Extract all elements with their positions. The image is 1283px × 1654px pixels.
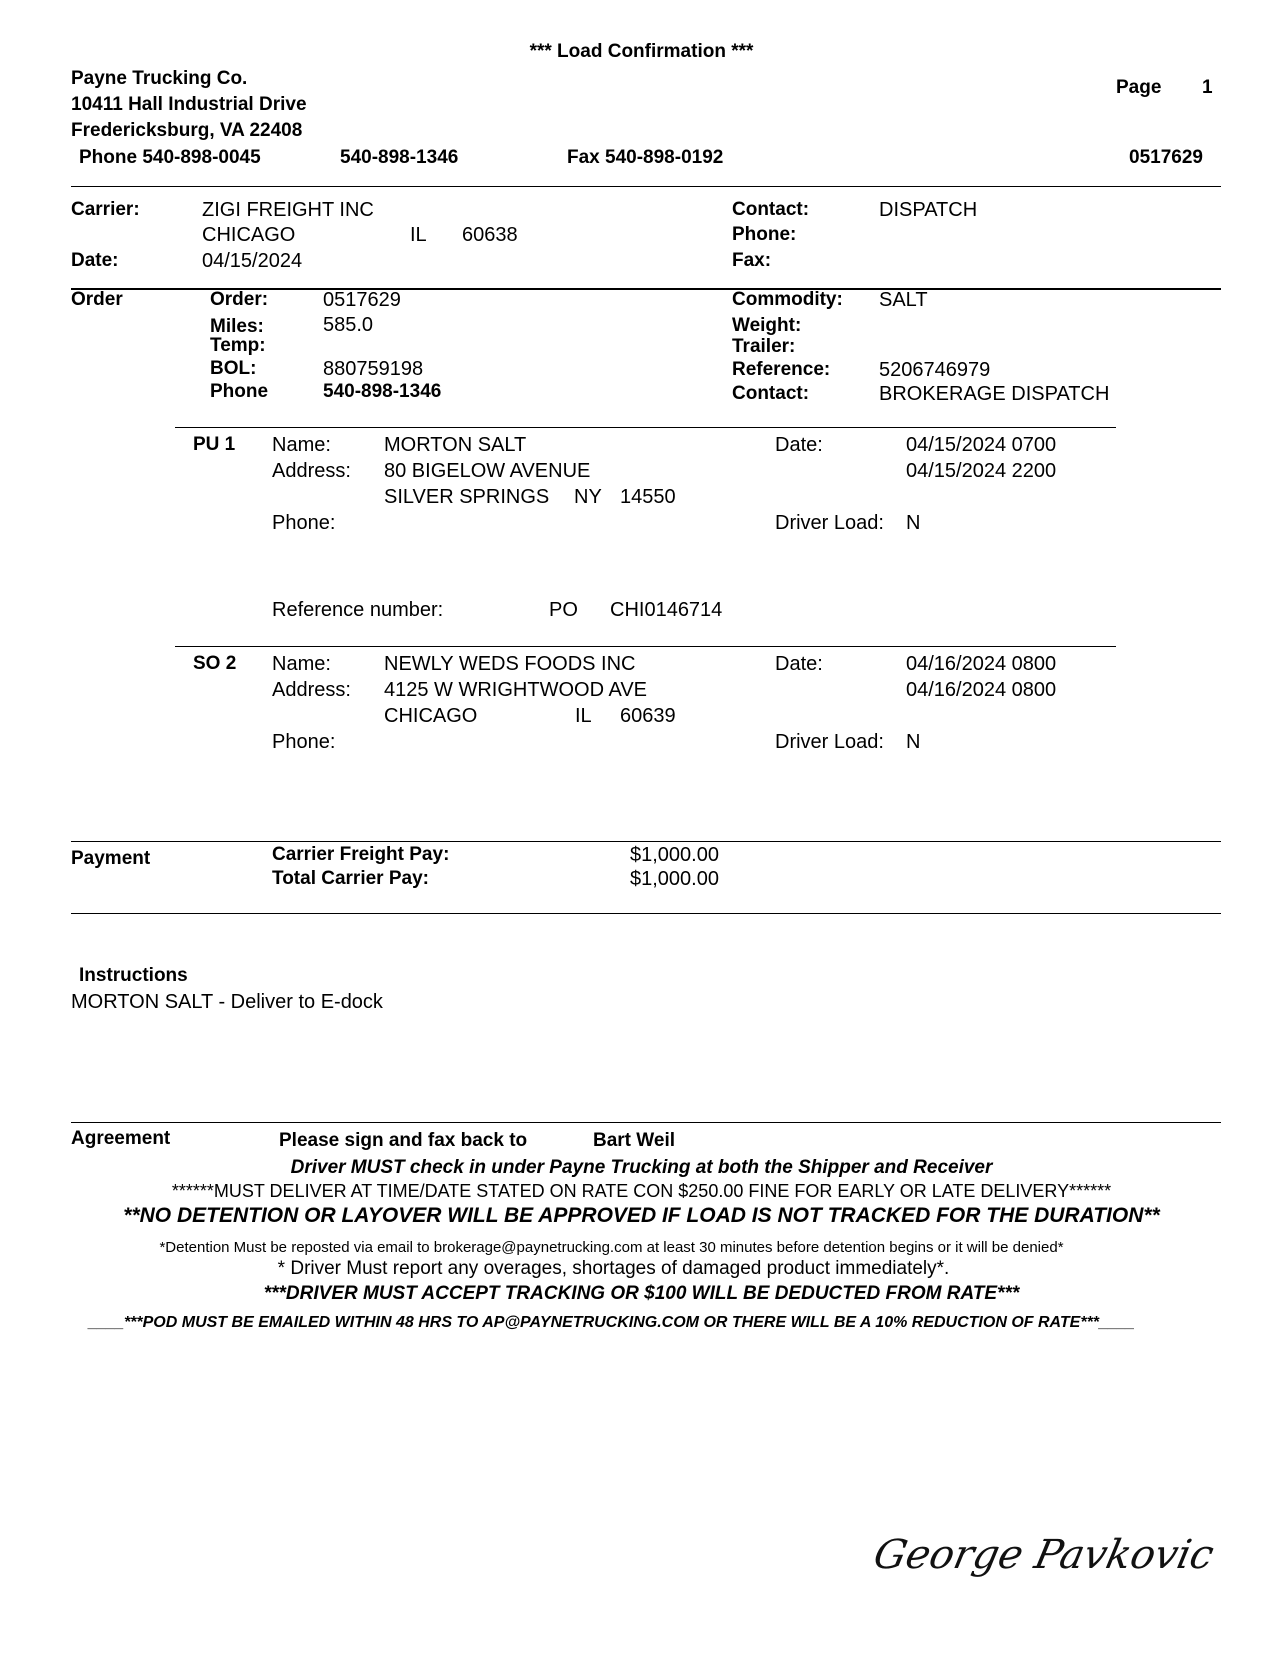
stop-state: NY bbox=[574, 486, 602, 508]
stop-zip: 60639 bbox=[620, 705, 676, 727]
company-phone-2: 540-898-1346 bbox=[340, 147, 459, 168]
agreement-divider bbox=[71, 1122, 1221, 1123]
stop-address: 80 BIGELOW AVENUE bbox=[384, 460, 591, 482]
bol-value: 880759198 bbox=[323, 358, 424, 380]
stop-driver-load: N bbox=[906, 512, 921, 534]
stop-state: IL bbox=[575, 705, 592, 727]
stop-name-label: Name: bbox=[272, 434, 331, 456]
header-order-number: 0517629 bbox=[1129, 147, 1203, 168]
order-section-label: Order bbox=[71, 289, 123, 310]
stop-date-end: 04/16/2024 0800 bbox=[906, 679, 1057, 701]
reference-label: Reference: bbox=[732, 359, 831, 380]
stop-reference-value: CHI0146714 bbox=[610, 599, 723, 621]
company-phone: Phone 540-898-0045 bbox=[79, 147, 261, 168]
stop-date-start: 04/16/2024 0800 bbox=[906, 653, 1057, 675]
company-name: Payne Trucking Co. bbox=[71, 68, 248, 89]
stop-date-start: 04/15/2024 0700 bbox=[906, 434, 1057, 456]
carrier-city: CHICAGO bbox=[202, 224, 296, 246]
order-phone: 540-898-1346 bbox=[323, 381, 442, 402]
commodity-label: Commodity: bbox=[732, 289, 843, 310]
sign-fax-label: Please sign and fax back to bbox=[279, 1130, 528, 1151]
carrier-contact: DISPATCH bbox=[879, 199, 978, 221]
weight-label: Weight: bbox=[732, 315, 802, 336]
stop-code: SO 2 bbox=[193, 653, 237, 674]
stop-phone-label: Phone: bbox=[272, 512, 336, 534]
carrier-state: IL bbox=[410, 224, 427, 246]
sign-fax-name: Bart Weil bbox=[593, 1130, 676, 1151]
miles-value: 585.0 bbox=[323, 314, 374, 336]
carrier-date-label: Date: bbox=[71, 250, 119, 271]
reference-value: 5206746979 bbox=[879, 359, 991, 381]
stop-city: CHICAGO bbox=[384, 705, 478, 727]
order-contact: BROKERAGE DISPATCH bbox=[879, 383, 1110, 405]
company-fax: Fax 540-898-0192 bbox=[567, 147, 724, 168]
carrier-label: Carrier: bbox=[71, 199, 140, 220]
stop-name: MORTON SALT bbox=[384, 434, 527, 456]
stop-date-label: Date: bbox=[775, 653, 823, 675]
page-label: Page bbox=[1116, 77, 1162, 98]
stop-divider bbox=[175, 427, 1116, 428]
order-number: 0517629 bbox=[323, 289, 401, 311]
agreement-overages: * Driver Must report any overages, shortages of damaged product immediately*. bbox=[277, 1258, 950, 1279]
total-pay-label: Total Carrier Pay: bbox=[272, 868, 429, 889]
agreement-delivery-fine: ******MUST DELIVER AT TIME/DATE STATED ON RATE CON $250.00 FINE FOR EARLY OR LATE DELIVERY****** bbox=[171, 1181, 1112, 1201]
commodity-value: SALT bbox=[879, 289, 928, 311]
order-contact-label: Contact: bbox=[732, 383, 810, 404]
order-phone-label: Phone bbox=[210, 381, 269, 402]
payment-divider-top bbox=[71, 841, 1221, 842]
stop-name: NEWLY WEDS FOODS INC bbox=[384, 653, 636, 675]
stop-date-end: 04/15/2024 2200 bbox=[906, 460, 1057, 482]
stop-reference-type: PO bbox=[549, 599, 578, 621]
carrier-phone-label: Phone: bbox=[732, 224, 797, 245]
stop-phone-label: Phone: bbox=[272, 731, 336, 753]
agreement-pod: ____***POD MUST BE EMAILED WITHIN 48 HRS TO AP@PAYNETRUCKING.COM OR THERE WILL BE A 10% REDUCTION OF RATE***____ bbox=[88, 1314, 1135, 1331]
header-divider bbox=[71, 186, 1221, 187]
instructions-text: MORTON SALT - Deliver to E-dock bbox=[71, 991, 383, 1013]
stop-address-label: Address: bbox=[272, 460, 351, 482]
stop-driver-load-label: Driver Load: bbox=[775, 512, 884, 534]
stop-address-label: Address: bbox=[272, 679, 351, 701]
agreement-label: Agreement bbox=[71, 1128, 171, 1149]
agreement-detention-email: *Detention Must be reposted via email to brokerage@paynetrucking.com at least 30 minutes before detention begins or it will be denied* bbox=[159, 1239, 1064, 1256]
freight-pay-label: Carrier Freight Pay: bbox=[272, 844, 450, 865]
bol-label: BOL: bbox=[210, 358, 257, 379]
payment-label: Payment bbox=[71, 848, 151, 869]
trailer-label: Trailer: bbox=[732, 336, 796, 357]
carrier-date: 04/15/2024 bbox=[202, 250, 303, 272]
svg-text:George Pavkovic: George Pavkovic bbox=[869, 1530, 1219, 1578]
agreement-tracking: ***DRIVER MUST ACCEPT TRACKING OR $100 WILL BE DEDUCTED FROM RATE*** bbox=[263, 1283, 1020, 1304]
stop-address: 4125 W WRIGHTWOOD AVE bbox=[384, 679, 647, 701]
miles-label: Miles: bbox=[210, 316, 264, 337]
freight-pay-value: $1,000.00 bbox=[630, 844, 719, 866]
stop-date-label: Date: bbox=[775, 434, 823, 456]
agreement-detention: **NO DETENTION OR LAYOVER WILL BE APPROVED IF LOAD IS NOT TRACKED FOR THE DURATION** bbox=[123, 1204, 1160, 1227]
stop-city: SILVER SPRINGS bbox=[384, 486, 550, 508]
temp-label: Temp: bbox=[210, 335, 266, 356]
payment-divider-bottom bbox=[71, 913, 1221, 914]
stop-code: PU 1 bbox=[193, 434, 236, 455]
carrier-name: ZIGI FREIGHT INC bbox=[202, 199, 374, 221]
stop-driver-load: N bbox=[906, 731, 921, 753]
page-number: 1 bbox=[1202, 77, 1213, 98]
carrier-contact-label: Contact: bbox=[732, 199, 810, 220]
stop-zip: 14550 bbox=[620, 486, 676, 508]
company-address-line1: 10411 Hall Industrial Drive bbox=[71, 94, 307, 115]
document-title: *** Load Confirmation *** bbox=[529, 41, 754, 62]
agreement-checkin: Driver MUST check in under Payne Trucking at both the Shipper and Receiver bbox=[290, 1157, 993, 1178]
company-address-line2: Fredericksburg, VA 22408 bbox=[71, 120, 303, 141]
stop-driver-load-label: Driver Load: bbox=[775, 731, 884, 753]
stop-reference-label: Reference number: bbox=[272, 599, 444, 621]
signature-image bbox=[869, 1520, 1219, 1600]
stop-name-label: Name: bbox=[272, 653, 331, 675]
total-pay-value: $1,000.00 bbox=[630, 868, 719, 890]
instructions-label: Instructions bbox=[79, 965, 188, 986]
carrier-fax-label: Fax: bbox=[732, 250, 772, 271]
order-label: Order: bbox=[210, 289, 269, 310]
carrier-zip: 60638 bbox=[462, 224, 518, 246]
stop-divider bbox=[175, 646, 1116, 647]
